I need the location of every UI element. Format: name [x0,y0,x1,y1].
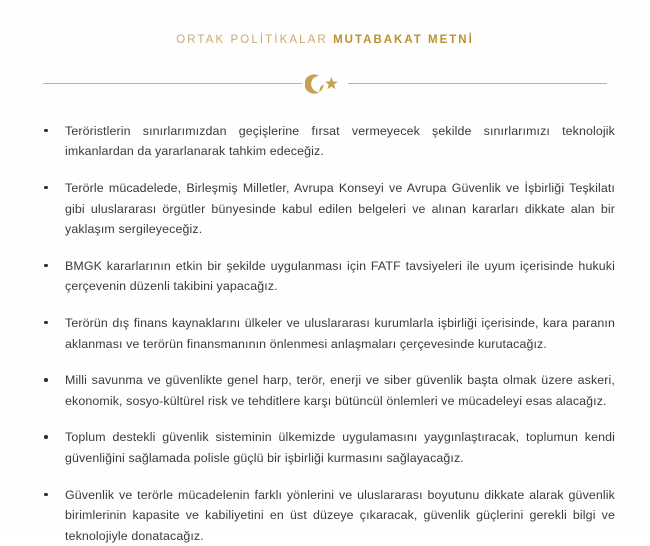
list-item [35,313,615,354]
divider-line-left [43,83,302,84]
list-item-text: Güvenlik ve terörle mücadelenin farklı yönlerini ve uluslararası boyutunu dikkate alarak güvenlik birimlerinin kapasite ve kabiliyetini en üst düzeye çıkaracak, güvenlik güçlerini gerekli bilgi ve teknolojiyle donatacağız. [65,487,615,543]
document-header [0,0,650,48]
page-title [0,34,650,48]
list-item [35,485,615,546]
crescent-star-icon [302,69,348,99]
policy-bullet-list [0,99,650,546]
divider-line-right [348,83,607,84]
bullet-dot-icon [44,264,48,268]
page-title-light-part: ORTAK POLİTİKALAR [176,34,328,46]
list-item-text: Terörün dış finans kaynaklarını ülkeler ve uluslararası kurumlarla işbirliği içerisinde, kara paranın aklanması ve terörün finansmanının önlenmesi anlaşmaları çerçevesinde kurutacağız. [65,315,615,351]
list-item-text: Terörle mücadelede, Birleşmiş Milletler, Avrupa Konseyi ve Avrupa Güvenlik ve İşbirliği Teşkilatı gibi uluslararası örgütler bünyesinde kabul edilen belgeleri ve alınan kararları dikkate alan bir yaklaşım sergileyeceğiz. [65,180,615,237]
bullet-dot-icon [44,129,48,133]
list-item [35,427,615,468]
list-item [35,178,615,240]
list-item [35,256,615,297]
list-item-text: BMGK kararlarının etkin bir şekilde uygulanması için FATF tavsiyeleri ile uyum içerisinde hukuki çerçevenin düzenli takibini yapacağız. [65,258,615,294]
bullet-dot-icon [44,435,48,439]
list-item-text: Toplum destekli güvenlik sisteminin ülkemizde uygulamasını yaygınlaştıracak, toplumun kendi güvenliğini sağlamada polisle güçlü bir işbirliği kurmasını sağlayacağız. [65,430,615,465]
bullet-dot-icon [44,493,48,497]
page-title-bold-part: MUTABAKAT METNİ [333,34,474,46]
list-item-text: Teröristlerin sınırlarımızdan geçişlerine fırsat vermeyecek şekilde sınırlarımızı teknolojik imkanlardan da yararlanarak tahkim edeceğiz. [65,123,615,159]
bullet-dot-icon [44,186,48,190]
list-item [35,121,615,162]
list-item-text: Milli savunma ve güvenlikte genel harp, terör, enerji ve siber güvenlik başta olmak üzere askeri, ekonomik, sosyo-kültürel risk ve tehditlere karşı bütüncül önlemleri ve mücadeleyi esas alacağız. [65,373,615,408]
list-item [35,370,615,411]
header-divider [0,68,650,99]
bullet-dot-icon [44,378,48,382]
bullet-dot-icon [44,321,48,325]
